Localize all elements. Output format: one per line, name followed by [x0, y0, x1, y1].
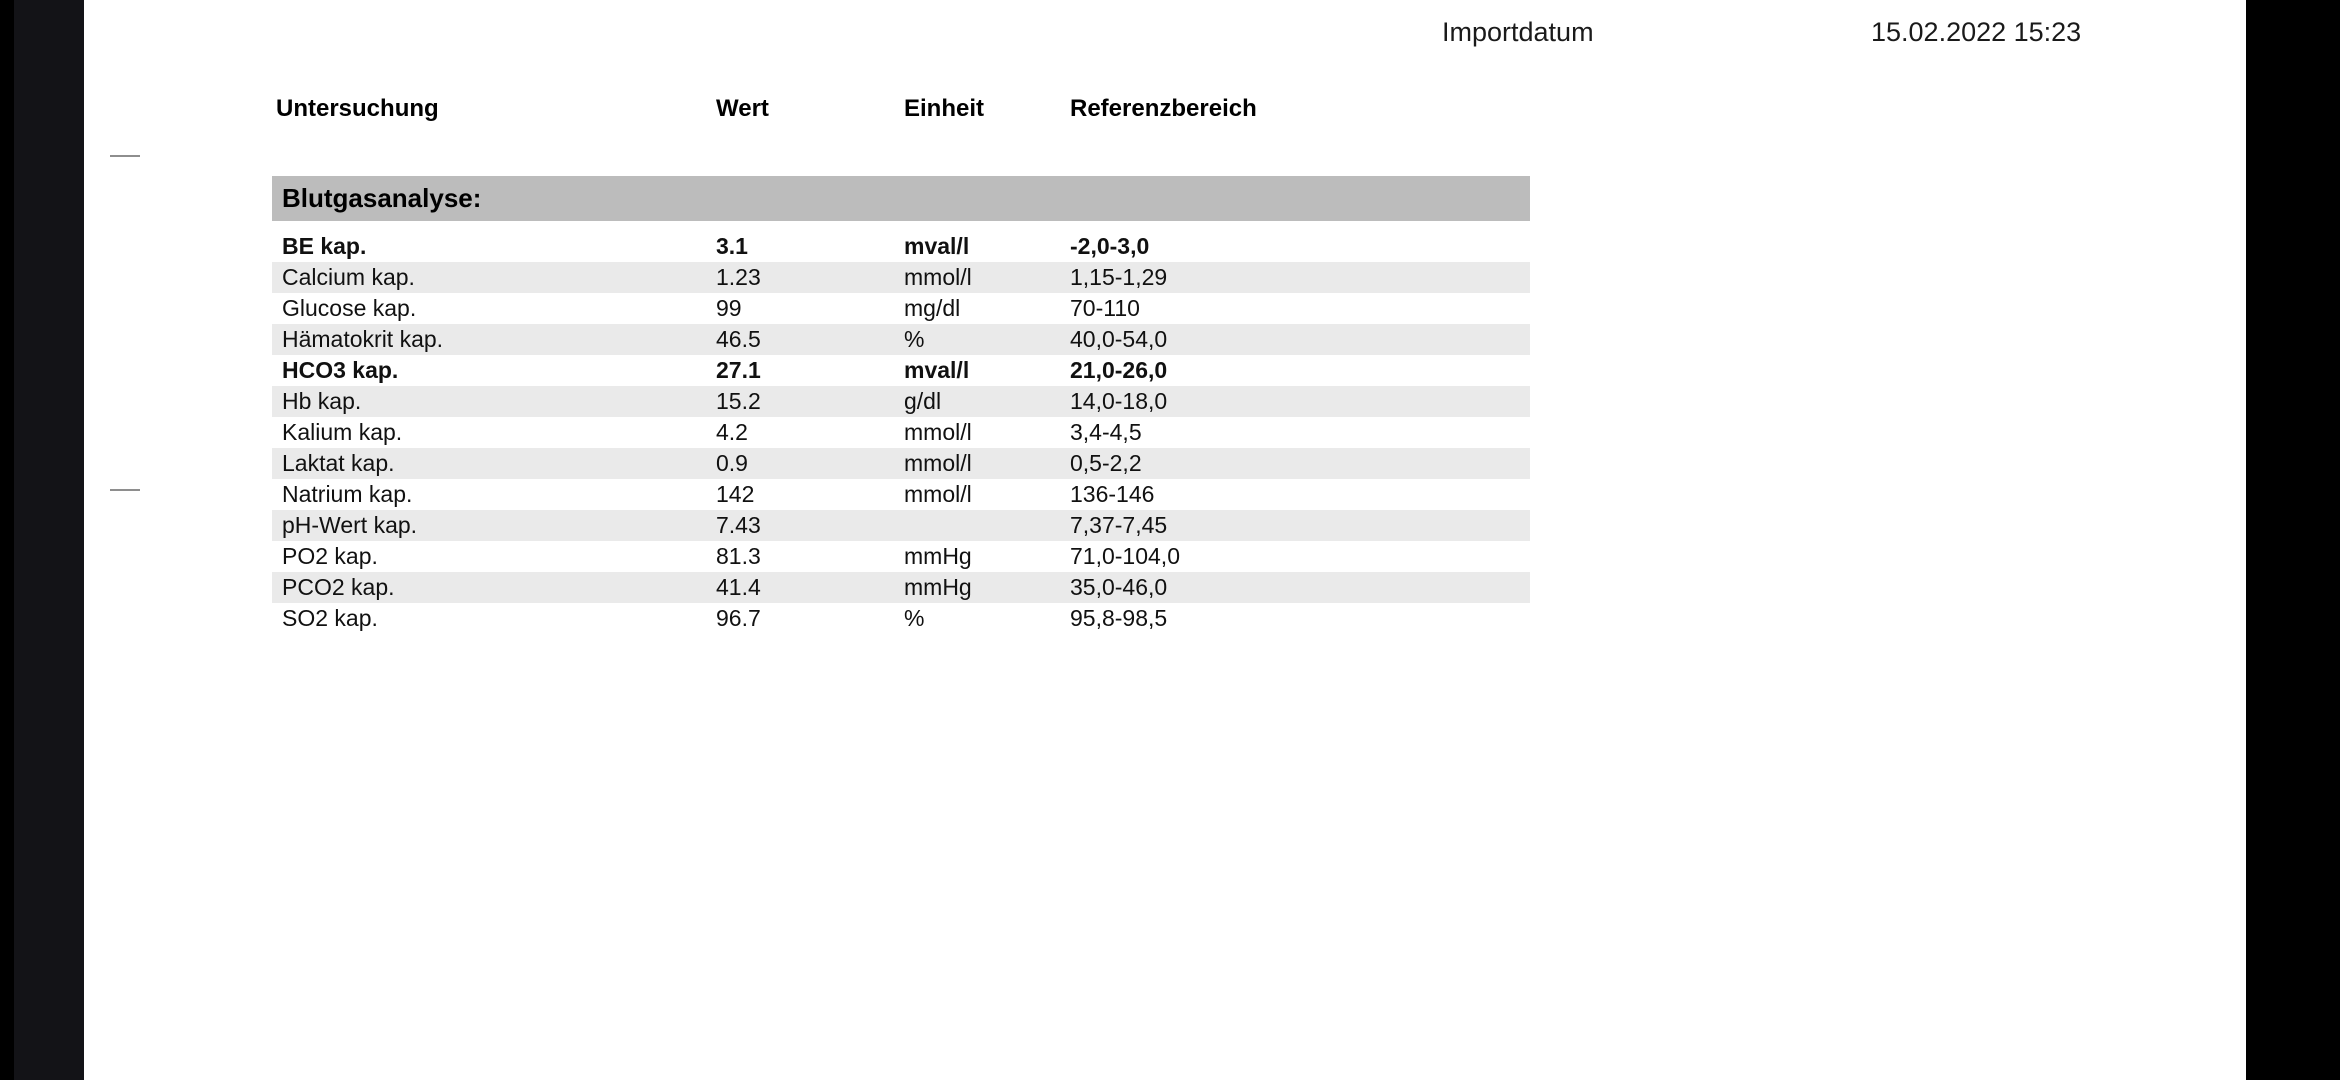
cell-unit: mmHg: [904, 574, 972, 600]
column-header-unit: Einheit: [904, 95, 985, 122]
cell-unit: mmHg: [904, 543, 972, 569]
cell-unit: mmol/l: [904, 450, 972, 476]
cell-examination: SO2 kap.: [282, 605, 378, 631]
left-bezel-inner: [14, 0, 84, 1080]
cell-value: 96.7: [716, 605, 761, 631]
table-row: [272, 386, 1530, 417]
table-row: [272, 448, 1530, 479]
left-bezel: [0, 0, 84, 1080]
cell-examination: PO2 kap.: [282, 543, 378, 569]
cell-reference: 136-146: [1070, 481, 1155, 507]
cell-examination: Natrium kap.: [282, 481, 413, 507]
margin-tick-lower: [110, 489, 140, 491]
cell-examination: Laktat kap.: [282, 450, 395, 476]
cell-value: 15.2: [716, 388, 761, 414]
cell-value: 3.1: [716, 233, 748, 259]
table-row: [272, 231, 1530, 262]
cell-reference: 70-110: [1070, 295, 1140, 321]
cell-value: 1.23: [716, 264, 761, 290]
cell-value: 81.3: [716, 543, 761, 569]
table-row: [272, 510, 1530, 541]
table-row: [272, 293, 1530, 324]
cell-reference: 1,15-1,29: [1070, 264, 1168, 290]
cell-reference: 7,37-7,45: [1070, 512, 1168, 538]
cell-value: 4.2: [716, 419, 748, 445]
cell-unit: %: [904, 326, 925, 352]
table-row: [272, 603, 1530, 634]
cell-value: 99: [716, 295, 742, 321]
table-row: [272, 417, 1530, 448]
column-header-value: Wert: [716, 95, 769, 122]
cell-unit: mg/dl: [904, 295, 961, 321]
column-header-reference: Referenzbereich: [1070, 95, 1257, 122]
cell-unit: %: [904, 605, 925, 631]
cell-reference: 3,4-4,5: [1070, 419, 1142, 445]
cell-examination: Kalium kap.: [282, 419, 403, 445]
cell-value: 0.9: [716, 450, 748, 476]
table-row: [272, 572, 1530, 603]
table-row: [272, 479, 1530, 510]
cell-examination: Hämatokrit kap.: [282, 326, 444, 352]
margin-tick-upper: [110, 155, 140, 157]
import-date-value: 15.02.2022 15:23: [1871, 17, 2082, 47]
cell-value: 142: [716, 481, 755, 507]
cell-examination: Calcium kap.: [282, 264, 415, 290]
cell-examination: Glucose kap.: [282, 295, 417, 321]
cell-value: 7.43: [716, 512, 761, 538]
cell-examination: HCO3 kap.: [282, 357, 399, 383]
cell-value: 27.1: [716, 357, 761, 383]
cell-unit: mval/l: [904, 357, 970, 383]
cell-value: 41.4: [716, 574, 761, 600]
cell-examination: pH-Wert kap.: [282, 512, 418, 538]
cell-reference: 14,0-18,0: [1070, 388, 1168, 414]
column-header-examination: Untersuchung: [276, 95, 439, 122]
cell-value: 46.5: [716, 326, 761, 352]
cell-reference: 71,0-104,0: [1070, 543, 1180, 569]
cell-reference: 35,0-46,0: [1070, 574, 1168, 600]
document-header: [84, 0, 2246, 70]
cell-unit: mval/l: [904, 233, 970, 259]
table-column-headers: [84, 95, 2246, 141]
cell-unit: mmol/l: [904, 264, 972, 290]
cell-unit: mmol/l: [904, 481, 972, 507]
results-table: [272, 231, 1530, 634]
section-header-label: Blutgasanalyse:: [282, 183, 482, 213]
cell-unit: g/dl: [904, 388, 942, 414]
cell-examination: BE kap.: [282, 233, 367, 259]
import-date-label: Importdatum: [1442, 17, 1594, 47]
cell-reference: 0,5-2,2: [1070, 450, 1142, 476]
cell-examination: PCO2 kap.: [282, 574, 395, 600]
section-header-blutgasanalyse: [272, 176, 1530, 221]
cell-reference: 40,0-54,0: [1070, 326, 1168, 352]
table-row: [272, 324, 1530, 355]
cell-reference: 21,0-26,0: [1070, 357, 1168, 383]
table-row: [272, 541, 1530, 572]
cell-reference: -2,0-3,0: [1070, 233, 1150, 259]
table-row: [272, 262, 1530, 293]
cell-examination: Hb kap.: [282, 388, 362, 414]
right-bezel: [2246, 0, 2340, 1080]
document-page: [84, 0, 2246, 1080]
cell-reference: 95,8-98,5: [1070, 605, 1168, 631]
cell-unit: mmol/l: [904, 419, 972, 445]
table-row: [272, 355, 1530, 386]
